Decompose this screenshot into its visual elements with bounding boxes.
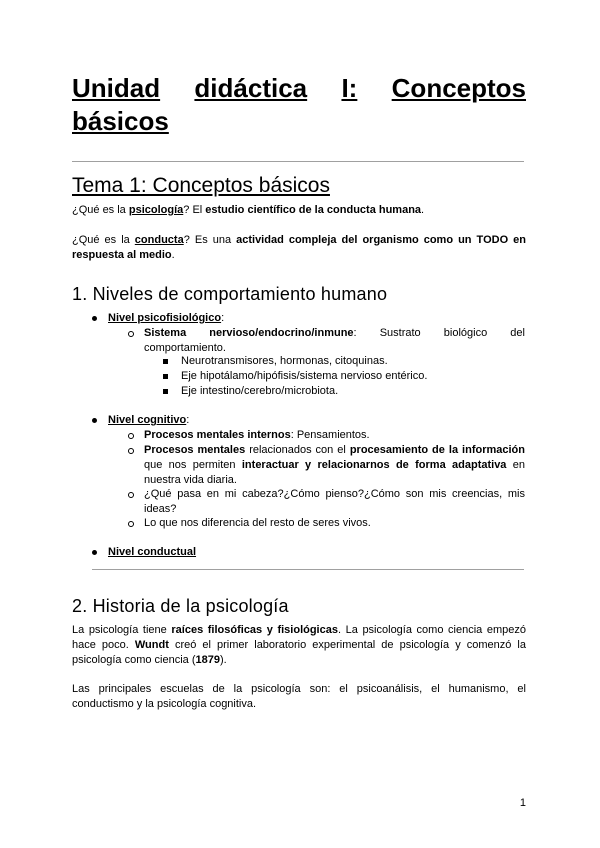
bullet-circle (128, 492, 134, 498)
intro-psicologia: ¿Qué es la psicología? El estudio científico de la conducta humana. (72, 204, 425, 216)
bullet-square (163, 374, 168, 379)
section2-heading: 2. Historia de la psicología (72, 596, 289, 616)
historia-paragraph: La psicología tiene raíces filosóficas y fisiológicas. La psicología como ciencia empezó hace poco. Wundt creó el primer laboratorio experimental de psicología y comenzó la psicología como ciencia (1879). (72, 624, 526, 666)
bullet-dot (92, 418, 97, 423)
nivel2-label: Nivel cognitivo: (108, 414, 190, 426)
title-word: I: (341, 73, 358, 103)
divider (72, 161, 524, 162)
section1-heading: 1. Niveles de comportamiento humano (72, 284, 388, 304)
bullet-square (163, 359, 168, 364)
bullet-dot (92, 316, 97, 321)
bullet-square (163, 389, 168, 394)
title-line2: básicos (72, 106, 169, 136)
intro-conducta: ¿Qué es la conducta? Es una actividad compleja del organismo como un TODO en respuesta al medio. (72, 234, 527, 261)
escuelas-paragraph: Las principales escuelas de la psicología son: el psicoanálisis, el humanismo, el conductismo y la psicología cognitiva. (72, 683, 526, 710)
title-word: Conceptos (391, 73, 526, 103)
bullet-dot (92, 550, 97, 555)
nivel1-item: Neurotransmisores, hormonas, citoquinas. (181, 355, 388, 367)
title-word: didáctica (194, 73, 308, 103)
nivel1-sistema: Sistema nervioso/endocrino/inmune: Sustrato biológico del comportamiento. (144, 327, 525, 354)
bullet-circle (128, 521, 134, 527)
bullet-circle (128, 331, 134, 337)
title-word: Unidad (72, 73, 161, 103)
nivel2-internos: Procesos mentales internos: Pensamientos. (144, 429, 370, 441)
nivel3-label: Nivel conductual (108, 546, 197, 558)
nivel2-procesos: Procesos mentales relacionados con el procesamiento de la información que nos permiten interactuar y relacionarnos de forma adaptativa en nuestra vida diaria. (144, 444, 525, 486)
tema-heading: Tema 1: Conceptos básicos (72, 174, 330, 197)
nivel1-item: Eje intestino/cerebro/microbiota. (181, 385, 339, 397)
divider (92, 569, 524, 570)
nivel1-label: Nivel psicofisiológico: (108, 312, 225, 324)
nivel1-item: Eje hipotálamo/hipófisis/sistema nervioso entérico. (181, 370, 428, 382)
bullet-circle (128, 448, 134, 454)
nivel2-diferencia: Lo que nos diferencia del resto de seres vivos. (144, 517, 371, 529)
page-title (72, 72, 526, 138)
bullet-circle (128, 433, 134, 439)
page-number: 1 (519, 797, 526, 809)
nivel2-preguntas: ¿Qué pasa en mi cabeza?¿Cómo pienso?¿Cómo son mis creencias, mis ideas? (144, 488, 525, 515)
